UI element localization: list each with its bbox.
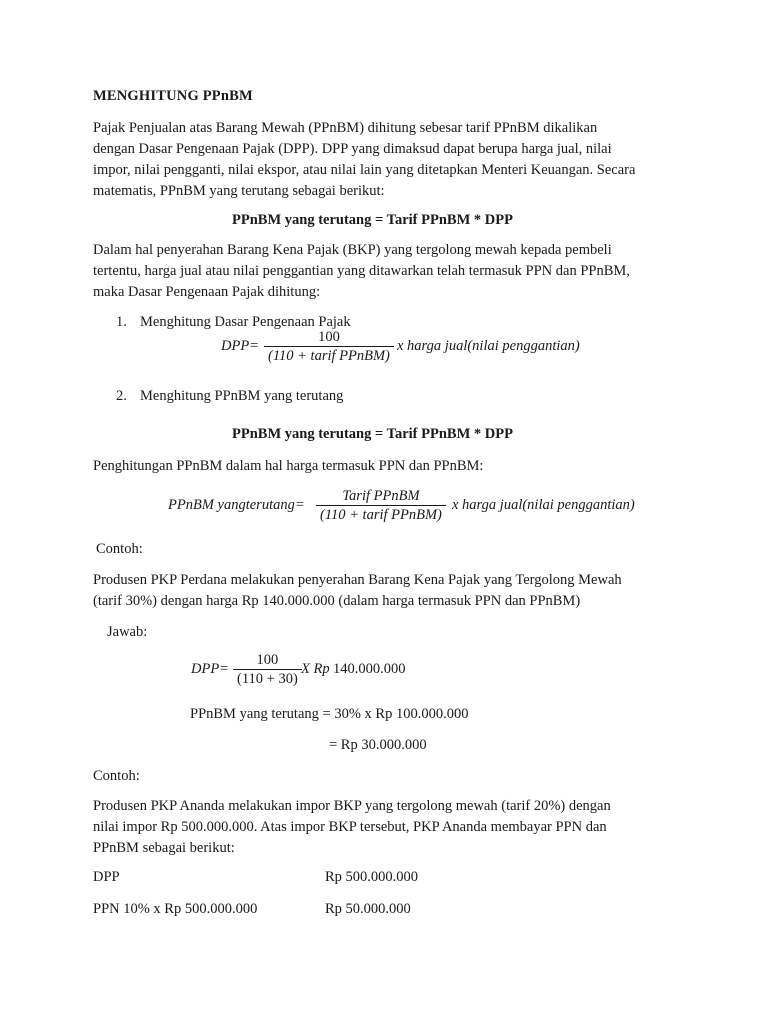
table-row-1-value: Rp 500.000.000 — [325, 869, 419, 885]
table-row-2-value: Rp 50.000.000 — [325, 901, 411, 917]
jawab-label: Jawab: — [107, 624, 148, 640]
eq-ppnbm-fraction — [316, 487, 446, 524]
intro-line-3: impor, nilai pengganti, nilai ekspor, atau nilai lain yang ditetapkan Menteri Keuangan. Secara — [93, 162, 636, 178]
eq-dpp-denominator: (110 + tarif PPnBM) — [264, 346, 394, 365]
list-number-2: 2. — [116, 388, 127, 404]
eq-ppnbm-denominator: (110 + tarif PPnBM) — [316, 505, 446, 524]
intro-line-1: Pajak Penjualan atas Barang Mewah (PPnBM) dihitung sebesar tarif PPnBM dikalikan — [93, 120, 598, 136]
contoh1-line-2: (tarif 30%) dengan harga Rp 140.000.000 (dalam harga termasuk PPN dan PPnBM) — [93, 593, 581, 609]
result-line-1: PPnBM yang terutang = 30% x Rp 100.000.000 — [190, 706, 469, 722]
para2-line-3: maka Dasar Pengenaan Pajak dihitung: — [93, 284, 321, 300]
para2-line-2: tertentu, harga jual atau nilai penggantian yang ditawarkan telah termasuk PPN dan PPnBM, — [93, 263, 630, 279]
eq-dpp-numerator: 100 — [318, 329, 340, 345]
list-item-1: Menghitung Dasar Pengenaan Pajak — [140, 314, 351, 330]
contoh1-label: Contoh: — [96, 541, 143, 557]
intro-line-4: matematis, PPnBM yang terutang sebagai berikut: — [93, 183, 385, 199]
contoh2-line-1: Produsen PKP Ananda melakukan impor BKP yang tergolong mewah (tarif 20%) dengan — [93, 798, 611, 814]
contoh2-line-3: PPnBM sebagai berikut: — [93, 840, 235, 856]
formula-main: PPnBM yang terutang = Tarif PPnBM * DPP — [232, 212, 513, 228]
eq-example-denominator: (110 + 30) — [233, 669, 302, 688]
eq-ppnbm-lhs: PPnBM yangterutang= — [168, 497, 305, 513]
eq-dpp-fraction — [264, 328, 394, 365]
eq-example-rhs-label: X Rp — [301, 661, 330, 677]
contoh1-line-1: Produsen PKP Perdana melakukan penyerahan Barang Kena Pajak yang Tergolong Mewah — [93, 572, 622, 588]
eq-example-fraction — [233, 651, 302, 688]
eq-example-numerator: 100 — [256, 652, 279, 668]
formula-repeat: PPnBM yang terutang = Tarif PPnBM * DPP — [232, 426, 513, 442]
table-row-2-label: PPN 10% x Rp 500.000.000 — [93, 901, 258, 917]
list-number-1: 1. — [116, 314, 127, 330]
contoh2-label: Contoh: — [93, 768, 140, 784]
eq-dpp-lhs: DPP= — [221, 338, 259, 354]
contoh2-line-2: nilai impor Rp 500.000.000. Atas impor BKP tersebut, PKP Ananda membayar PPN dan — [93, 819, 607, 835]
eq-ppnbm-numerator: Tarif PPnBM — [342, 488, 420, 504]
eq-example-lhs: DPP= — [191, 661, 229, 677]
eq-example-rhs-value: 140.000.000 — [333, 661, 406, 677]
page-title: MENGHITUNG PPnBM — [93, 88, 253, 104]
eq-ppnbm-rhs: x harga jual(nilai penggantian) — [452, 497, 635, 513]
intro-line-2: dengan Dasar Pengenaan Pajak (DPP). DPP yang dimaksud dapat berupa harga jual, nilai — [93, 141, 612, 157]
list-item-2: Menghitung PPnBM yang terutang — [140, 388, 344, 404]
result-line-2: = Rp 30.000.000 — [329, 737, 427, 753]
para2-line-1: Dalam hal penyerahan Barang Kena Pajak (BKP) yang tergolong mewah kepada pembeli — [93, 242, 612, 258]
para3: Penghitungan PPnBM dalam hal harga termasuk PPN dan PPnBM: — [93, 458, 484, 474]
eq-dpp-rhs: x harga jual(nilai penggantian) — [397, 338, 580, 354]
table-row-1-label: DPP — [93, 869, 120, 885]
